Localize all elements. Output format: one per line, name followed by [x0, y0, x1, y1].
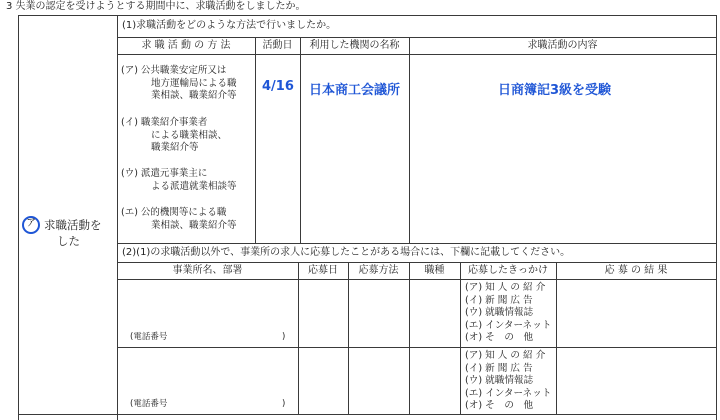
phone-close: ) — [282, 332, 286, 342]
col-header-apply-date: 応募日 — [308, 265, 338, 276]
section-title: 3 失業の認定を受けようとする期間中に、求職活動をしましたか。 — [6, 1, 306, 12]
col-3 — [409, 37, 410, 243]
trigger-option[interactable]: (ウ) 就職情報誌 — [465, 307, 534, 319]
border-left — [18, 15, 19, 420]
col-7 — [460, 262, 461, 414]
method-u-line2: よる派遣就業相談等 — [151, 180, 237, 192]
col-header-method: 求 職 活 動 の 方 法 — [141, 40, 231, 51]
border-right — [716, 15, 717, 420]
col-2 — [300, 37, 301, 243]
trigger-options — [465, 350, 551, 413]
method-a-line1: (ア) 公共職業安定所又は — [121, 65, 227, 76]
col-header-trigger: 応募したきっかけ — [468, 265, 548, 276]
rule-7 — [18, 414, 717, 415]
col-6 — [409, 262, 410, 414]
trigger-option[interactable]: (ア) 知 人 の 紹 介 — [465, 350, 546, 361]
method-i-line1: (イ) 職業紹介事業者 — [121, 117, 208, 128]
trigger-option[interactable]: (エ) インターネット — [465, 387, 552, 399]
method-e-line1: (エ) 公的機関等による職 — [121, 207, 227, 218]
trigger-option[interactable]: (ア) 知 人 の 紹 介 — [465, 282, 546, 293]
phone-label: (電話番号 — [130, 399, 168, 409]
method-option-i — [121, 117, 227, 155]
method-a-line2: 地方運輸局による職 — [151, 77, 237, 89]
rule-6 — [117, 347, 717, 348]
border-top — [18, 15, 717, 16]
trigger-option[interactable]: (イ) 新 聞 広 告 — [465, 362, 533, 374]
col-5 — [348, 262, 349, 414]
trigger-option[interactable]: (エ) インターネット — [465, 319, 552, 331]
col-header-result: 応 募 の 結 果 — [604, 265, 668, 276]
method-a-line3: 業相談、職業紹介等 — [151, 90, 237, 101]
col-1 — [255, 37, 256, 243]
col-4 — [298, 262, 299, 414]
trigger-option[interactable]: (オ) そ の 他 — [465, 332, 534, 344]
method-option-u — [121, 168, 237, 193]
phone-label: (電話番号 — [130, 332, 168, 342]
section-mark: ア — [26, 218, 36, 229]
trigger-option[interactable]: (ウ) 就職情報誌 — [465, 375, 534, 387]
part2-title: (2)(1)の求職活動以外で、事業所の求人に応募したことがある場合には、下欄に記載してください。 — [122, 247, 571, 258]
col-header-job: 職種 — [424, 265, 445, 276]
activity-content-value[interactable]: 日商簿記3級を受験 — [498, 83, 612, 98]
phone-close: ) — [282, 399, 286, 409]
method-i-line3: 職業紹介等 — [151, 142, 199, 153]
method-option-a — [121, 65, 237, 103]
section-label-line1: 求職活動を — [44, 218, 102, 232]
rule-5 — [117, 279, 717, 280]
trigger-option[interactable]: (オ) そ の 他 — [465, 400, 534, 412]
col-header-apply-method: 応募方法 — [358, 265, 399, 276]
organization-value[interactable]: 日本商工会議所 — [309, 83, 401, 98]
col-header-company: 事業所名、部署 — [172, 265, 243, 276]
rule-3 — [117, 243, 717, 244]
rule-4 — [117, 262, 717, 263]
part1-title: (1)求職活動をどのような方法で行いましたか。 — [122, 20, 337, 31]
col-header-org: 利用した機関の名称 — [309, 40, 400, 51]
method-u-line1: (ウ) 派遣元事業主に — [121, 168, 208, 179]
method-option-e — [121, 207, 237, 232]
rule-2 — [117, 54, 717, 55]
col-8 — [556, 262, 557, 414]
section-label-line2: した — [57, 234, 80, 248]
rule-1 — [117, 37, 717, 38]
col-header-date: 活動日 — [262, 40, 293, 51]
method-e-line2: 業相談、職業紹介等 — [151, 219, 237, 231]
activity-date-value[interactable]: 4/16 — [262, 79, 294, 94]
trigger-option[interactable]: (イ) 新 聞 広 告 — [465, 294, 533, 306]
method-i-line2: による職業相談、 — [151, 129, 228, 141]
section-divider — [117, 15, 118, 420]
trigger-options — [465, 282, 551, 345]
col-header-content: 求職活動の内容 — [527, 40, 598, 51]
